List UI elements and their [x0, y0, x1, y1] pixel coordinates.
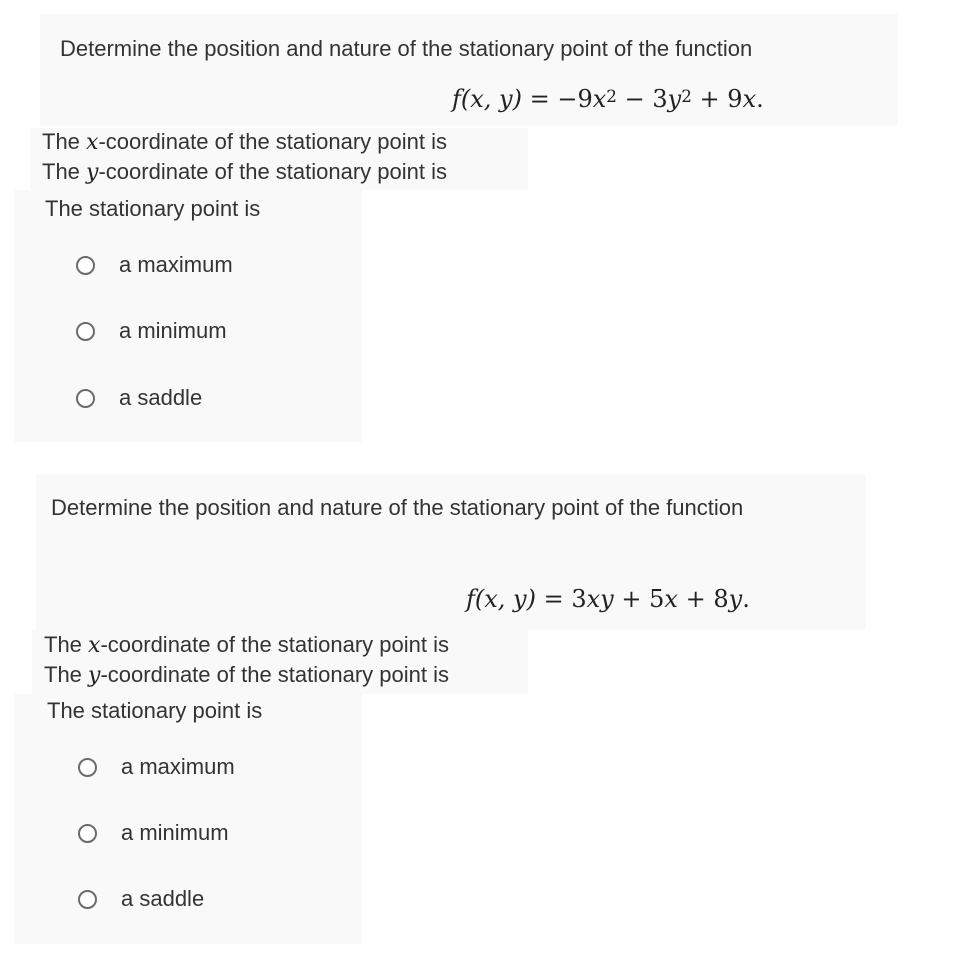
q1-formula-end: .	[756, 85, 764, 113]
q2-x-var: x	[88, 633, 101, 658]
q1-option-saddle[interactable]	[76, 382, 202, 414]
q1-prompt: Determine the position and nature of the stationary point of the function	[60, 36, 753, 61]
q2-y-pre: The	[44, 662, 89, 687]
q2-option-minimum[interactable]	[78, 817, 229, 849]
q2-x-post: -coordinate of the stationary point is	[100, 632, 449, 657]
q2-formula-lhs: f(x, y)	[466, 585, 536, 613]
q2-formula-op2: +	[685, 585, 706, 613]
q1-formula-op2: +	[699, 85, 720, 113]
q2-radio-saddle[interactable]	[78, 890, 97, 909]
q1-formula-b: 3	[652, 85, 668, 113]
q1-x-post: -coordinate of the stationary point is	[98, 129, 447, 154]
q2-radio-minimum[interactable]	[78, 824, 97, 843]
q2-y-var: y	[88, 663, 101, 688]
q1-formula-lhs: f(x, y)	[452, 85, 522, 113]
q1-radio-saddle[interactable]	[76, 389, 95, 408]
q2-formula-c-var: y	[728, 585, 743, 613]
q1-formula-b-var: y	[667, 85, 682, 113]
q1-nature-label: The stationary point is	[45, 196, 261, 221]
q2-x-pre: The	[44, 632, 89, 657]
q2-option-maximum[interactable]	[78, 751, 235, 783]
q1-formula-op1: −	[624, 85, 645, 113]
q1-y-post: -coordinate of the stationary point is	[98, 159, 447, 184]
q1-y-var: y	[86, 160, 99, 185]
q2-y-coordinate-label	[44, 662, 449, 689]
q2-y-post: -coordinate of the stationary point is	[100, 662, 449, 687]
q1-formula-a: −9	[557, 85, 593, 113]
q2-formula-a-var: xy	[586, 585, 614, 613]
q1-y-coordinate-label	[42, 159, 447, 186]
q1-formula-a-var: x	[592, 85, 607, 113]
q2-option-maximum-label: a maximum	[121, 754, 235, 779]
q1-option-minimum[interactable]	[76, 315, 227, 347]
q1-option-maximum[interactable]	[76, 249, 233, 281]
q2-formula-c: 8	[713, 585, 729, 613]
q1-formula-b-pow: 2	[681, 85, 692, 106]
q2-formula-b-var: x	[664, 585, 678, 613]
q1-x-pre: The	[42, 129, 87, 154]
q1-x-coordinate-label	[42, 129, 447, 156]
q2-option-saddle-label: a saddle	[121, 886, 205, 911]
q2-radio-maximum[interactable]	[78, 758, 97, 777]
q1-x-var: x	[86, 130, 99, 155]
q1-radio-minimum[interactable]	[76, 322, 95, 341]
q2-option-saddle[interactable]	[78, 883, 204, 915]
q2-x-coordinate-label	[44, 632, 449, 659]
q1-option-maximum-label: a maximum	[119, 252, 233, 277]
q2-nature-label: The stationary point is	[47, 698, 263, 723]
q2-formula-eq: =	[543, 585, 564, 613]
q2-formula-end: .	[742, 585, 750, 613]
q1-option-saddle-label: a saddle	[119, 385, 203, 410]
q2-prompt: Determine the position and nature of the stationary point of the function	[51, 495, 744, 520]
q1-formula-a-pow: 2	[606, 85, 617, 106]
q1-formula-eq: =	[529, 85, 550, 113]
q1-option-minimum-label: a minimum	[119, 318, 227, 343]
q1-formula-c-var: x	[742, 85, 757, 113]
q2-formula-b: 5	[649, 585, 665, 613]
q1-formula-c: 9	[727, 85, 743, 113]
q1-radio-maximum[interactable]	[76, 256, 95, 275]
q2-formula	[466, 586, 750, 612]
q1-y-pre: The	[42, 159, 87, 184]
q2-formula-op1: +	[621, 585, 642, 613]
q1-formula	[452, 86, 764, 114]
q2-formula-a: 3	[571, 585, 587, 613]
q2-option-minimum-label: a minimum	[121, 820, 229, 845]
